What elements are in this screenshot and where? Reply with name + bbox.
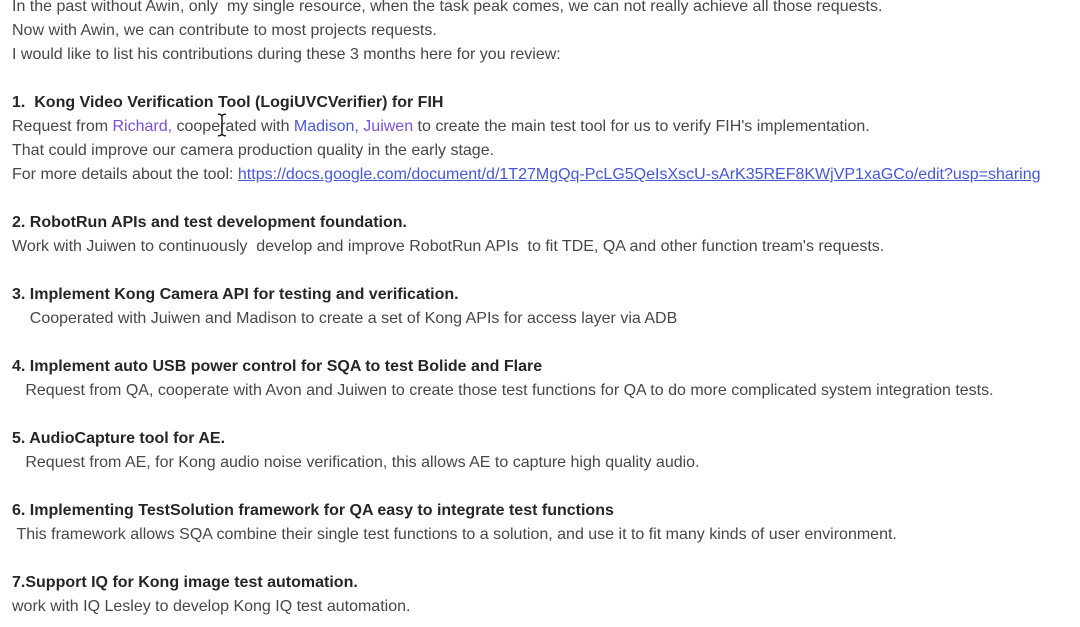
- mention-madison[interactable]: Madison,: [293, 118, 359, 135]
- section-body-line: Request from QA, cooperate with Avon and Juiwen to create those test functions for QA to do more complicated system integration tests.: [12, 382, 994, 399]
- intro-line: Now with Awin, we can contribute to most projects requests.: [12, 22, 437, 39]
- section-title: 6. Implementing TestSolution framework for QA easy to integrate test functions: [12, 502, 614, 519]
- section-body-line: This framework allows SQA combine their single test functions to a solution, and use it to fit many kinds of user environment.: [12, 526, 897, 543]
- intro-line: I would like to list his contributions during these 3 months here for you review:: [12, 46, 561, 63]
- section-title: 2. RobotRun APIs and test development foundation.: [12, 214, 407, 231]
- section-body-line: Work with Juiwen to continuously develop and improve RobotRun APIs to fit TDE, QA and other function tream's requests.: [12, 238, 885, 255]
- doc-link[interactable]: https://docs.google.com/document/d/1T27MgQq-PcLG5QeIsXscU-sArK35REF8KWjVP1xaGCo/edit?usp=sharing: [237, 166, 1041, 183]
- text-run: Request from: [12, 118, 113, 135]
- section-title: 1. Kong Video Verification Tool (LogiUVCVerifier) for FIH: [12, 94, 444, 111]
- section-title: 3. Implement Kong Camera API for testing and verification.: [12, 286, 459, 303]
- text-run: For more details about the tool:: [12, 166, 238, 183]
- section-testsolution-framework: [12, 499, 1074, 547]
- section-audiocapture-tool: [12, 427, 1074, 475]
- section-usb-power-control: [12, 355, 1074, 403]
- text-run: cooperated with: [172, 118, 294, 135]
- mention-juiwen[interactable]: Juiwen: [363, 118, 414, 135]
- section-title: 5. AudioCapture tool for AE.: [12, 430, 226, 447]
- mention-richard[interactable]: Richard,: [112, 118, 173, 135]
- section-body-line: [12, 163, 1074, 187]
- section-kong-camera-api: [12, 283, 1074, 331]
- intro-line: In the past without Awin, only my single resource, when the task peak comes, we can not really achieve all those requests.: [12, 0, 883, 15]
- document-body: [12, 0, 1074, 619]
- section-robotrun-apis: [12, 211, 1074, 259]
- text-run: to create the main test tool for us to verify FIH's implementation.: [413, 118, 870, 135]
- section-body-line: [12, 115, 1074, 139]
- section-body-line: Request from AE, for Kong audio noise verification, this allows AE to capture high quality audio.: [12, 454, 700, 471]
- section-iq-test-automation: [12, 571, 1074, 619]
- section-body-line: Cooperated with Juiwen and Madison to create a set of Kong APIs for access layer via ADB: [12, 310, 678, 327]
- section-title: 7.Support IQ for Kong image test automation.: [12, 574, 358, 591]
- section-title: 4. Implement auto USB power control for SQA to test Bolide and Flare: [12, 358, 543, 375]
- section-kong-video-verification-tool: [12, 91, 1074, 187]
- section-body-line: That could improve our camera production quality in the early stage.: [12, 142, 495, 159]
- section-body-line: work with IQ Lesley to develop Kong IQ test automation.: [12, 598, 411, 615]
